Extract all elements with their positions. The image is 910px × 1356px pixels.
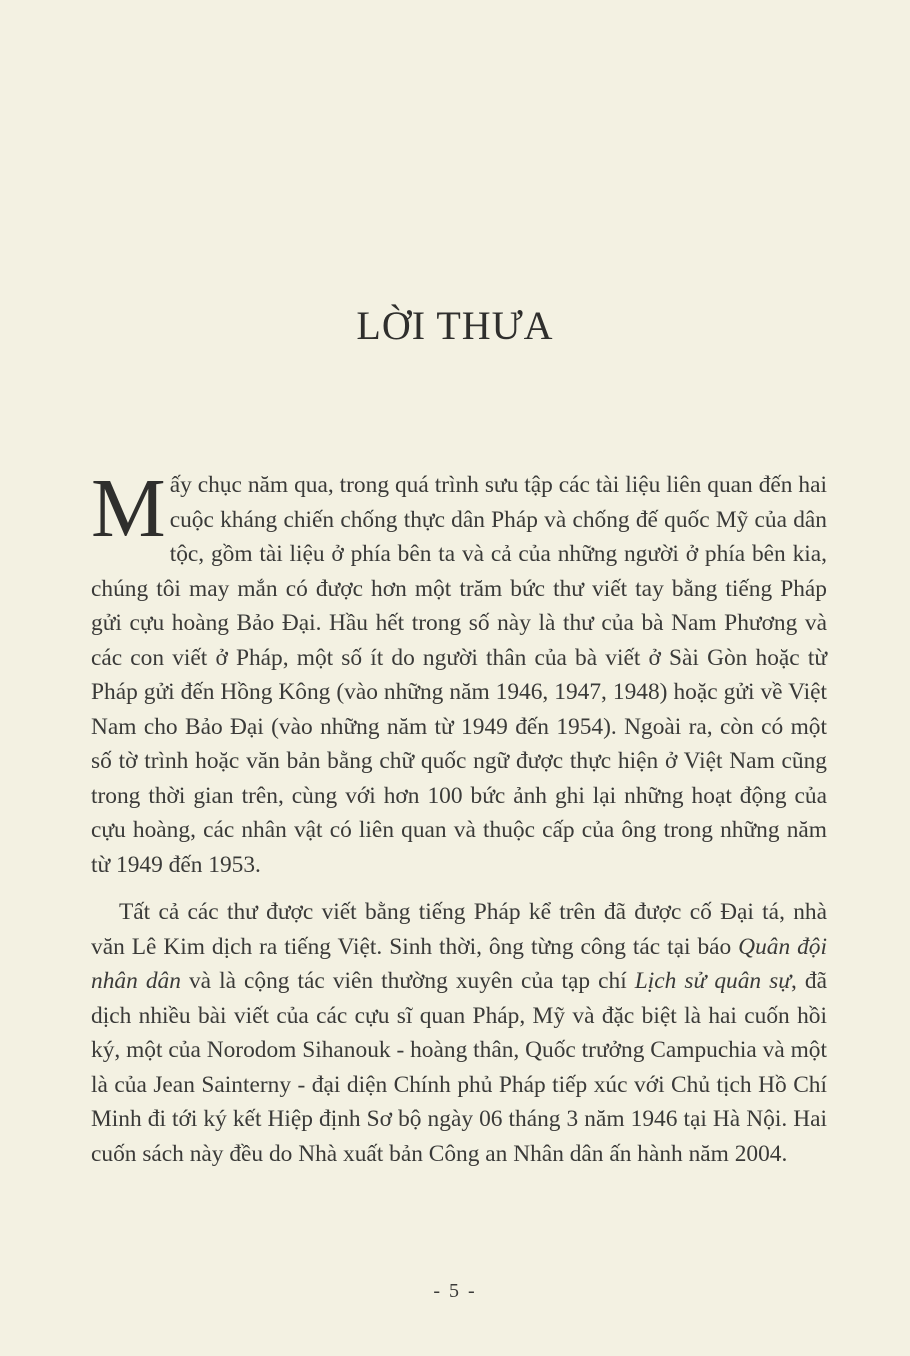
paragraph-2 — [91, 895, 827, 1171]
body-text — [91, 462, 827, 1171]
journal-title: Lịch sử quân sự — [634, 968, 792, 994]
paragraph-2-text-3: , đã dịch nhiều bài viết của các cựu sĩ quan Pháp, Mỹ và đặc biệt là hai cuốn hồi ký, một của Norodom Sihanouk - hoàng thân, Quốc trưởng Campuchia và một là của Jean Sainterny - đại diện Chính phủ Pháp tiếp xúc với Chủ tịch Hồ Chí Minh đi tới ký kết Hiệp định Sơ bộ ngày 06 tháng 3 năm 1946 tại Hà Nội. Hai cuốn sách này đều do Nhà xuất bản Công an Nhân dân ấn hành năm 2004. — [91, 968, 827, 1167]
drop-cap: M — [91, 462, 166, 555]
paragraph-2-text-1: Tất cả các thư được viết bằng tiếng Pháp kể trên đã được cố Đại tá, nhà văn Lê Kim dịch ra tiếng Việt. Sinh thời, ông từng công tác tại báo — [91, 899, 827, 960]
paragraph-1 — [91, 462, 827, 882]
page-title: LỜI THƯA — [356, 303, 554, 348]
newspaper-title: Quân đội nhân dân — [91, 933, 827, 994]
page-number: - 5 - — [433, 1280, 477, 1302]
paragraph-2-text-2: và là cộng tác viên thường xuyên của tạp chí — [180, 968, 635, 994]
paragraph-1-text: ấy chục năm qua, trong quá trình sưu tập các tài liệu liên quan đến hai cuộc kháng chiến chống thực dân Pháp và chống đế quốc Mỹ của dân tộc, gồm tài liệu ở phía bên ta và cả của những người ở phía bên kia, chúng tôi may mắn có được hơn một trăm bức thư viết tay bằng tiếng Pháp gửi cựu hoàng Bảo Đại. Hầu hết trong số này là thư của bà Nam Phương và các con viết ở Pháp, một số ít do người thân của bà viết ở Sài Gòn hoặc từ Pháp gửi đến Hồng Kông (vào những năm 1946, 1947, 1948) hoặc gửi về Việt Nam cho Bảo Đại (vào những năm từ 1949 đến 1954). Ngoài ra, còn có một số tờ trình hoặc văn bản bằng chữ quốc ngữ được thực hiện ở Việt Nam cũng trong thời gian trên, cùng với hơn 100 bức ảnh ghi lại những hoạt động của cựu hoàng, các nhân vật có liên quan và thuộc cấp của ông trong những năm từ 1949 đến 1953. — [91, 472, 827, 878]
